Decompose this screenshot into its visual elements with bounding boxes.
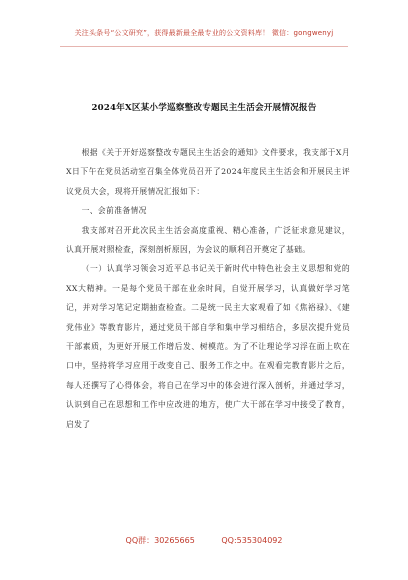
- document-body: [66, 143, 350, 434]
- section-heading: 一、会前准备情况: [81, 206, 147, 216]
- paragraph-preparation: 我支部对召开此次民主生活会高度重视、精心准备，广泛征求意见建议，认真开展对照检查，深刻剖析原因，为会议的顺利召开奠定了基础。: [66, 225, 350, 255]
- footer-qq: QQ:535304092: [221, 536, 283, 545]
- header-divider: [60, 46, 348, 47]
- paragraph-intro: 根据《关于开好巡察整改专题民主生活会的通知》文件要求，我支部于X月X日下午在党员活动室召集全体党员召开了2024年度民主生活会和开展民主评议党员大会，现将开展情况汇报如下：: [66, 148, 350, 196]
- footer-contact: [0, 535, 408, 546]
- document-title: 2024年X区某小学巡察整改专题民主生活会开展情况报告: [91, 103, 317, 113]
- footer-qq-group: QQ群：30265665: [125, 536, 195, 545]
- header-banner: 关注头条号“公文研究”，获得最新最全最专业的公文资料库！ 微信：gongwenyj: [74, 29, 334, 37]
- paragraph-study: （一）认真学习领会习近平总书记关于新时代中特色社会主义思想和党的XX大精神。一是每个党员干部在业余时间，自觉开展学习，认真做好学习笔记，并对学习笔记定期抽查检查。二是统一民主大家观看了如《焦裕禄》、《建党伟业》等教育影片，通过党员干部自学和集中学习相结合，多层次提升党员干部素质，为更好开展工作增后发、树模范。为了不让理论学习浮在面上吹在口中，坚持将学习应用于改变自己、服务工作之中。在观看完教育影片之后，每人还撰写了心得体会，将自己在学习中的体会进行深入剖析，并通过学习，认识到自己在思想和工作中应改进的地方，使广大干部在学习中接受了教育，启发了: [66, 264, 350, 429]
